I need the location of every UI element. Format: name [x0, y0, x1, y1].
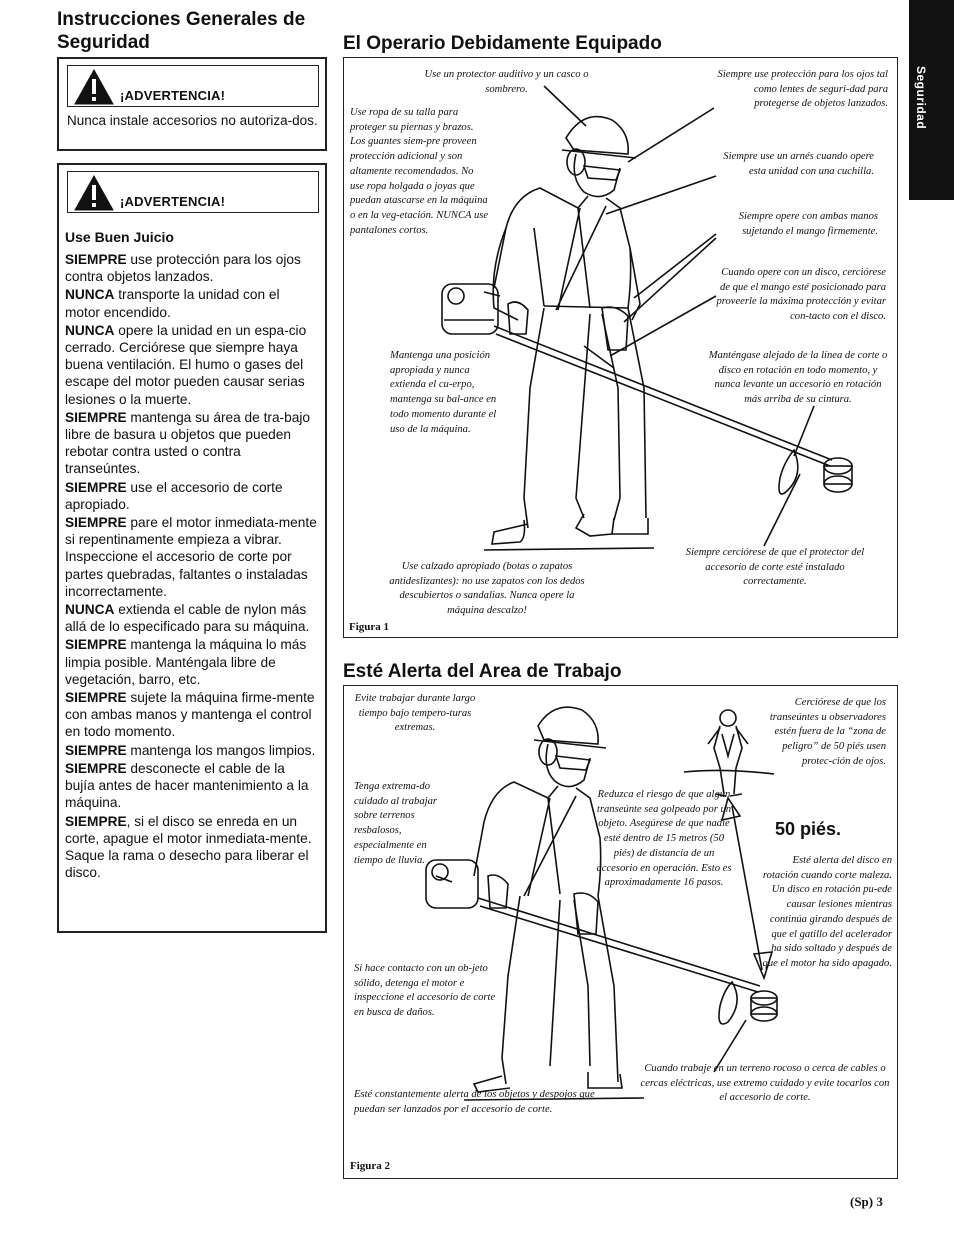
distance-label: 50 piés.	[775, 819, 842, 839]
rule-item: NUNCA opere la unidad en un espa-cio cerrado. Cerciórese que siempre haya buena ventilación. El humo o gases del escape del motor pueden causar serias lesiones o la muerte.	[65, 322, 307, 407]
caption-bystanders: Cerciórese de que los transeúntes u observadores estén fuera de la “zona de peligro” de 50 piés usen protec-ción de ojos.	[769, 697, 886, 767]
warning-text: Nunca instale accesorios no autoriza-dos.	[67, 113, 318, 128]
caption-hands: Siempre opere con ambas manos sujetando el mango firmemente.	[738, 211, 878, 237]
figure-1	[343, 57, 898, 638]
rule-item: SIEMPRE mantenga la máquina lo más limpia posible. Manténgala libre de vegetación, barro, etc.	[65, 637, 307, 687]
warning-triangle-icon	[74, 175, 114, 211]
caption-guard: Siempre cerciórese de que el protector del accesorio de corte esté instalado correctamente.	[685, 547, 865, 588]
rule-item: NUNCA transporte la unidad con el motor encendido.	[65, 287, 280, 320]
caption-hearing: Use un protector auditivo y un casco o sombrero.	[424, 69, 589, 95]
warning-label: ¡ADVERTENCIA!	[120, 194, 226, 209]
caption-stay-alert: Esté constantemente alerta de los objetos y despojos que puedan ser lanzados por el accesorio de corte.	[354, 1089, 595, 1115]
section-side-tab	[909, 0, 954, 200]
warning-box-accessories	[57, 57, 327, 151]
warning-header	[67, 171, 319, 213]
side-tab-label: Seguridad	[914, 66, 928, 130]
caption-slippery: Tenga extrema-do cuidado al trabajar sobre terrenos resbalosos, especialmente en tiempo de lluvia.	[354, 781, 437, 866]
warning-triangle-icon	[74, 69, 114, 105]
rules-list	[65, 251, 317, 882]
rule-item: SIEMPRE use el accesorio de corte apropiado.	[65, 479, 283, 512]
figure-2	[343, 685, 898, 1179]
figure-label: Figura 1	[349, 621, 390, 633]
rule-item: SIEMPRE sujete la máquina firme-mente con ambas manos y mantenga el control en todo momento.	[65, 690, 315, 740]
warning-box-judgment	[57, 163, 327, 933]
caption-shoes: Use calzado apropiado (botas o zapatos antideslizantes): no use zapatos con los dedos descubiertos o sandalias. Nunca opere la máquina descalzo!	[389, 561, 585, 617]
rule-item: SIEMPRE, si el disco se enreda en un corte, apague el motor inmediata-mente. Saque la rama o desecho para liberar el disco.	[65, 813, 312, 881]
rule-item: SIEMPRE pare el motor inmediata-mente si repentinamente empieza a vibrar. Inspeccione el accesorio de corte por partes quebradas, faltantes o instaladas incorrectamente.	[65, 515, 317, 599]
caption-keep-away: Manténgase alejado de la línea de corte o disco en rotación en todo momento, y nunca levante un accesorio en rotación más arriba de su cintura.	[708, 350, 888, 406]
caption-solid-object: Si hace contacto con un ob-jeto sólido, detenga el motor e inspeccione el accesorio de corte en busca de daños.	[354, 963, 496, 1019]
caption-disc-handle: Cuando opere con un disco, cerciórese de que el mango esté posicionado para proveerle la máxima protección y evitar con-tacto con el disco.	[716, 267, 886, 323]
section-title-equipped: El Operario Debidamente Equipado	[343, 33, 662, 54]
page-title: Instrucciones Generales de Seguridad	[57, 9, 306, 53]
caption-risk: Reduzca el riesgo de que algún transeúnte sea golpeado por un objeto. Asegúrese de que nadie esté dentro de 15 metros (50 piés) de distancia de un accesorio en operación. Esto es aproximadamente 16 pasos.	[596, 789, 732, 889]
figure-label: Figura 2	[350, 1160, 391, 1172]
caption-temperatures: Evite trabajar durante largo tiempo bajo tempero-turas extremas.	[354, 693, 476, 734]
caption-rocky-terrain: Cuando trabaje en un terreno rocoso o cerca de cables o cercas eléctricas, use extremo cuidado y evite tocarlos con el accesorio de corte.	[640, 1063, 890, 1104]
rule-item: SIEMPRE desconecte el cable de la bujía antes de hacer mantenimiento a la máquina.	[65, 760, 309, 811]
rule-item: NUNCA extienda el cable de nylon más allá de lo especificado para su máquina.	[65, 602, 310, 635]
judgment-heading: Use Buen Juicio	[65, 229, 174, 245]
page-number: (Sp) 3	[850, 1194, 883, 1209]
caption-clothing: Use ropa de su talla para proteger su piernas y brazos. Los guantes siem-pre proveen protección adicional y son altamente recomendados. No use ropa holgada o joyas que puedan atascarse en la máquina o en la veg-etación. NUNCA use pantalones cortos.	[350, 107, 489, 236]
warning-label: ¡ADVERTENCIA!	[120, 88, 226, 103]
rule-item: SIEMPRE mantenga su área de tra-bajo libre de basura u objetos que pueden rebotar contra usted o contra transeúntes.	[65, 409, 310, 477]
caption-eyes: Siempre use protección para los ojos tal como lentes de seguri-dad para protegerse de objetos lanzados.	[717, 69, 888, 110]
caption-rotating-disc: Esté alerta del disco en rotación cuando corte maleza. Un disco en rotación pu-ede causar lesiones mientras continúa girando después de que el gatillo del acelerador ha sido soltado y después de que el motor ha sido apagado.	[762, 855, 892, 969]
warning-header	[67, 65, 319, 107]
caption-harness: Siempre use un arnés cuando opere esta unidad con una cuchilla.	[723, 151, 874, 177]
rule-item: SIEMPRE mantenga los mangos limpios.	[65, 742, 316, 758]
caption-posture: Mantenga una posición apropiada y nunca extienda el cu-erpo, mantenga su bal-ance en todo momento durante el uso de la máquina.	[390, 350, 497, 435]
section-title-work-area: Esté Alerta del Area de Trabajo	[343, 661, 622, 682]
rule-item: SIEMPRE use protección para los ojos contra objetos lanzados.	[65, 252, 301, 285]
